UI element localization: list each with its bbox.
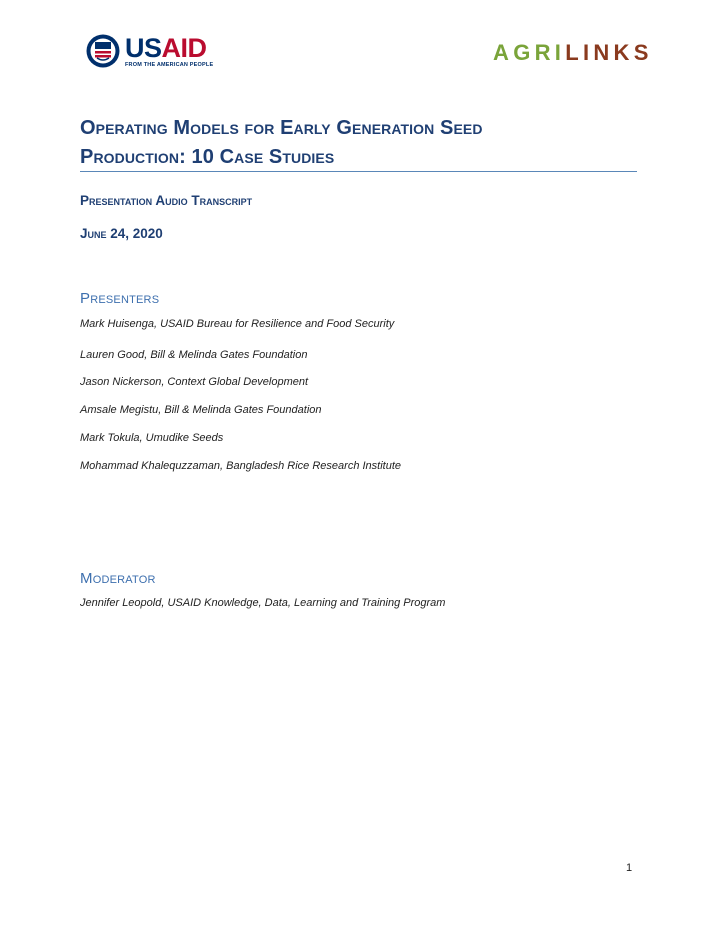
presenter-item: Lauren Good, Bill & Melinda Gates Foundation: [80, 349, 308, 361]
usaid-seal-icon: [86, 34, 120, 68]
moderator-heading: Moderator: [80, 570, 156, 587]
page-number: 1: [626, 862, 633, 874]
presenter-item: Mark Huisenga, USAID Bureau for Resilience and Food Security: [80, 318, 395, 330]
presenters-heading: Presenters: [80, 290, 160, 307]
usaid-logo: [86, 34, 213, 68]
title-divider: [80, 171, 637, 172]
presenter-item: Amsale Megistu, Bill & Melinda Gates Foundation: [80, 404, 322, 416]
title-line-1: Operating Models for Early Generation Seed: [80, 117, 483, 139]
document-title: [80, 114, 650, 172]
presenter-item: Jason Nickerson, Context Global Development: [80, 376, 309, 388]
presenter-item: Mark Tokula, Umudike Seeds: [80, 432, 224, 444]
moderator-item: Jennifer Leopold, USAID Knowledge, Data, Learning and Training Program: [80, 597, 446, 609]
usaid-tagline: FROM THE AMERICAN PEOPLE: [125, 61, 214, 68]
title-line-2: Production: 10 Case Studies: [80, 146, 335, 168]
presenter-item: Mohammad Khalequzzaman, Bangladesh Rice Research Institute: [80, 460, 402, 472]
document-date: June 24, 2020: [80, 226, 163, 241]
agrilinks-logo: AGRILINKS: [493, 40, 653, 65]
usaid-wordmark: USAID: [125, 32, 207, 63]
document-kind: Presentation Audio Transcript: [80, 193, 253, 208]
